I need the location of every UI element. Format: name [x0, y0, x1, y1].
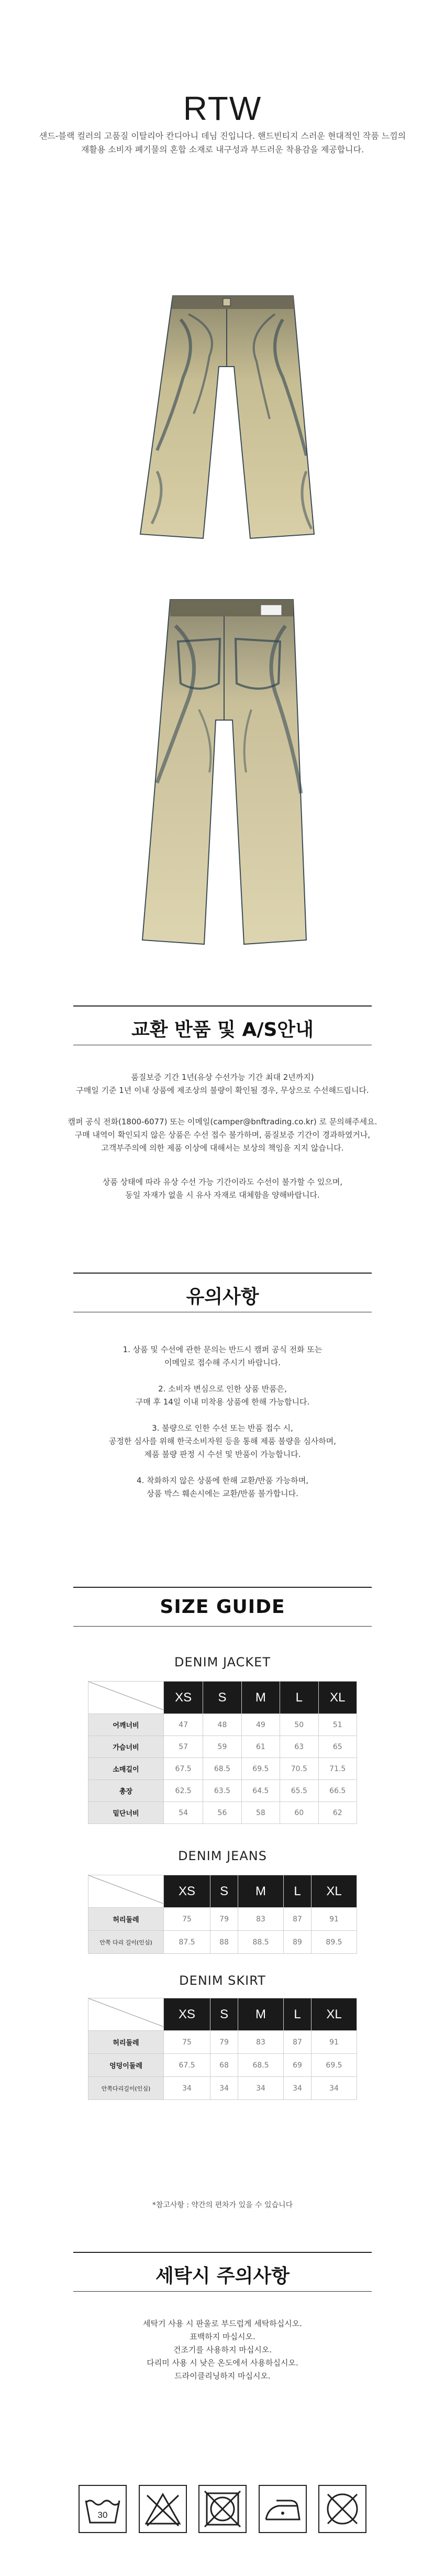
table-cell: 60 [280, 1802, 318, 1824]
size-header: M [238, 1875, 284, 1908]
table-cell: 79 [210, 1908, 238, 1931]
row-label: 허리둘레 [88, 2031, 164, 2054]
jacket-size-table [88, 1681, 357, 1824]
table-cell: 89 [284, 1931, 312, 1954]
table-cell: 65 [318, 1736, 357, 1758]
text-line: 제품 불량 판정 시 수선 및 반품이 가능합니다. [144, 1450, 301, 1459]
table-cell: 34 [312, 2077, 357, 2100]
table-cell: 67.5 [164, 1758, 203, 1780]
table-cell: 57 [164, 1736, 203, 1758]
row-label: 안쪽다리길이(인심) [88, 2077, 164, 2100]
low-iron-icon [259, 2485, 307, 2533]
jeans-size-title: DENIM JEANS [178, 1849, 267, 1863]
table-cell: 47 [164, 1714, 203, 1736]
table-cell: 51 [318, 1714, 357, 1736]
table-cell: 75 [164, 2031, 210, 2054]
table-cell: 58 [241, 1802, 280, 1824]
table-cell: 34 [210, 2077, 238, 2100]
text-line: 세탁기 사용 시 판울로 부드럽게 세탁하십시오. [143, 2319, 302, 2328]
text-line: 동일 자재가 없을 시 유사 자재로 대체함을 양해바랍니다. [125, 1190, 320, 1200]
table-row [88, 1758, 357, 1780]
exchange-section-title: 교환 반품 및 A/S안내 [131, 1019, 314, 1041]
table-cell: 59 [203, 1736, 241, 1758]
text-line: 공정한 심사를 위해 한국소비자원 등을 통해 제품 불량을 심사하며, [108, 1436, 337, 1446]
row-label: 어깨너비 [88, 1714, 164, 1736]
text-line: 1. 상품 및 수선에 관한 문의는 반드시 캠퍼 공식 전화 또는 [123, 1345, 322, 1354]
care-instructions [0, 2317, 445, 2383]
table-cell: 34 [238, 2077, 284, 2100]
text-line: 캠퍼 공식 전화(1800-6077) 또는 이메일(camper@bnftrading.co.kr) 로 문의해주세요. [68, 1117, 377, 1126]
table-cell: 87.5 [164, 1931, 210, 1954]
description-line: 샌드-블랙 컬러의 고품질 이탈리아 칸디아니 데님 진입니다. 핸드빈티지 스러운 현대적인 작품 느낌의 [39, 131, 406, 141]
table-row [88, 1908, 357, 1931]
table-cell: 91 [312, 1908, 357, 1931]
table-row [88, 1736, 357, 1758]
size-header: M [238, 1998, 284, 2031]
description-line: 재활용 소비자 폐기물의 혼합 소재로 내구성과 부드러운 착용감을 제공합니다. [81, 145, 364, 154]
row-label: 안쪽 다리 길이(인심) [88, 1931, 164, 1954]
section-divider [73, 1626, 372, 1627]
wash-30-icon [79, 2485, 127, 2533]
text-line: 품질보증 기간 1년(유상 수선가능 기간 최대 2년까지) [131, 1073, 314, 1082]
size-header: XL [312, 1998, 357, 2031]
contact-text [0, 1115, 445, 1155]
jacket-size-title: DENIM JACKET [174, 1655, 271, 1670]
caution-item [0, 1422, 445, 1461]
table-corner [88, 1682, 164, 1714]
care-icon-row [79, 2485, 366, 2537]
no-tumble-dry-icon [198, 2485, 247, 2533]
section-divider [73, 1005, 372, 1007]
table-row [88, 1714, 357, 1736]
size-header: S [210, 1998, 238, 2031]
size-header: L [280, 1682, 318, 1714]
care-section-title: 세탁시 주의사항 [155, 2265, 290, 2287]
row-label: 가슴너비 [88, 1736, 164, 1758]
table-cell: 34 [164, 2077, 210, 2100]
table-cell: 71.5 [318, 1758, 357, 1780]
table-corner [88, 1875, 164, 1908]
no-bleach-icon [139, 2485, 187, 2533]
size-header: XS [164, 1682, 203, 1714]
table-cell: 62.5 [164, 1780, 203, 1802]
text-line: 표백하지 마십시오. [190, 2332, 255, 2341]
table-cell: 87 [284, 1908, 312, 1931]
warranty-text [0, 1071, 445, 1097]
size-header: S [203, 1682, 241, 1714]
text-line: 구매 내역이 확인되지 않은 상품은 수선 접수 불가하며, 품질보증 기간이 경과하였거나, [74, 1130, 371, 1140]
table-cell: 69.5 [241, 1758, 280, 1780]
size-header: XL [312, 1875, 357, 1908]
table-cell: 64.5 [241, 1780, 280, 1802]
table-cell: 79 [210, 2031, 238, 2054]
skirt-size-table [88, 1998, 357, 2100]
table-cell: 67.5 [164, 2054, 210, 2077]
table-row [88, 1802, 357, 1824]
section-divider [73, 1587, 372, 1588]
table-cell: 62 [318, 1802, 357, 1824]
table-cell: 54 [164, 1802, 203, 1824]
wash-temperature: 30 [97, 2510, 108, 2520]
table-cell: 70.5 [280, 1758, 318, 1780]
table-cell: 48 [203, 1714, 241, 1736]
text-line: 상품 박스 훼손시에는 교환/반품 불가합니다. [147, 1489, 298, 1498]
table-cell: 68.5 [238, 2054, 284, 2077]
text-line: 드라이클리닝하지 마십시오. [174, 2371, 271, 2381]
row-label: 총장 [88, 1780, 164, 1802]
text-line: 상품 상태에 따라 유상 수선 가능 기간이라도 수선이 불가할 수 있으며, [102, 1177, 343, 1187]
section-divider [73, 2291, 372, 2292]
table-cell: 87 [284, 2031, 312, 2054]
table-cell: 50 [280, 1714, 318, 1736]
text-line: 건조기를 사용하지 마십시오. [173, 2345, 272, 2354]
table-row [88, 1931, 357, 1954]
table-cell: 88 [210, 1931, 238, 1954]
brand-title: RTW [183, 90, 262, 127]
product-description [0, 129, 445, 157]
text-line: 다리미 사용 시 낮은 온도에서 사용하십시오. [147, 2358, 298, 2368]
jeans-back-image [0, 584, 445, 950]
caution-item [0, 1383, 445, 1409]
table-row [88, 2077, 357, 2100]
caution-item [0, 1343, 445, 1369]
caution-section-title: 유의사항 [186, 1286, 259, 1308]
repair-note-text [0, 1176, 445, 1202]
table-cell: 68.5 [203, 1758, 241, 1780]
table-corner [88, 1998, 164, 2031]
row-label: 소매길이 [88, 1758, 164, 1780]
section-divider [73, 2252, 372, 2253]
jeans-size-table [88, 1875, 357, 1954]
table-cell: 63.5 [203, 1780, 241, 1802]
table-row [88, 2031, 357, 2054]
table-cell: 68 [210, 2054, 238, 2077]
size-header: L [284, 1998, 312, 2031]
jeans-front-image [0, 283, 445, 550]
table-row [88, 2054, 357, 2077]
text-line: 3. 불량으로 인한 수선 또는 반품 접수 시, [152, 1423, 293, 1433]
caution-item [0, 1474, 445, 1500]
table-cell: 69 [284, 2054, 312, 2077]
table-cell: 49 [241, 1714, 280, 1736]
size-header: L [284, 1875, 312, 1908]
table-cell: 65.5 [280, 1780, 318, 1802]
text-line: 구매 후 14일 이내 미착용 상품에 한해 가능합니다. [135, 1397, 310, 1407]
size-header: M [241, 1682, 280, 1714]
table-cell: 83 [238, 1908, 284, 1931]
size-header: S [210, 1875, 238, 1908]
row-label: 허리둘레 [88, 1908, 164, 1931]
size-header: XL [318, 1682, 357, 1714]
size-header-row [88, 1875, 357, 1908]
text-line: 구매일 기준 1년 이내 상품에 제조상의 불량이 확인될 경우, 무상으로 수선해드립니다. [76, 1086, 369, 1095]
table-cell: 56 [203, 1802, 241, 1824]
row-label: 엉덩이둘레 [88, 2054, 164, 2077]
no-dry-clean-icon [318, 2485, 366, 2533]
size-header-row [88, 1998, 357, 2031]
table-cell: 83 [238, 2031, 284, 2054]
section-divider [73, 1273, 372, 1274]
table-cell: 61 [241, 1736, 280, 1758]
text-line: 고객부주의에 의한 제품 이상에 대해서는 보상의 책임을 지지 않습니다. [101, 1143, 344, 1153]
table-row [88, 1780, 357, 1802]
table-cell: 63 [280, 1736, 318, 1758]
table-cell: 91 [312, 2031, 357, 2054]
skirt-size-title: DENIM SKIRT [179, 1973, 266, 1988]
table-cell: 69.5 [312, 2054, 357, 2077]
table-cell: 66.5 [318, 1780, 357, 1802]
table-cell: 75 [164, 1908, 210, 1931]
table-cell: 88.5 [238, 1931, 284, 1954]
size-header-row [88, 1682, 357, 1714]
text-line: 이메일로 접수해 주시기 바랍니다. [164, 1358, 281, 1367]
row-label: 밑단너비 [88, 1802, 164, 1824]
table-cell: 89.5 [312, 1931, 357, 1954]
text-line: 4. 착화하지 않은 상품에 한해 교환/반품 가능하며, [136, 1476, 309, 1485]
table-cell: 34 [284, 2077, 312, 2100]
size-note: *참고사항 : 약간의 편차가 있을 수 있습니다 [152, 2201, 293, 2209]
text-line: 2. 소비자 변심으로 인한 상품 반품은, [158, 1384, 287, 1394]
size-header: XS [164, 1998, 210, 2031]
size-header: XS [164, 1875, 210, 1908]
size-guide-title: SIZE GUIDE [160, 1596, 285, 1618]
